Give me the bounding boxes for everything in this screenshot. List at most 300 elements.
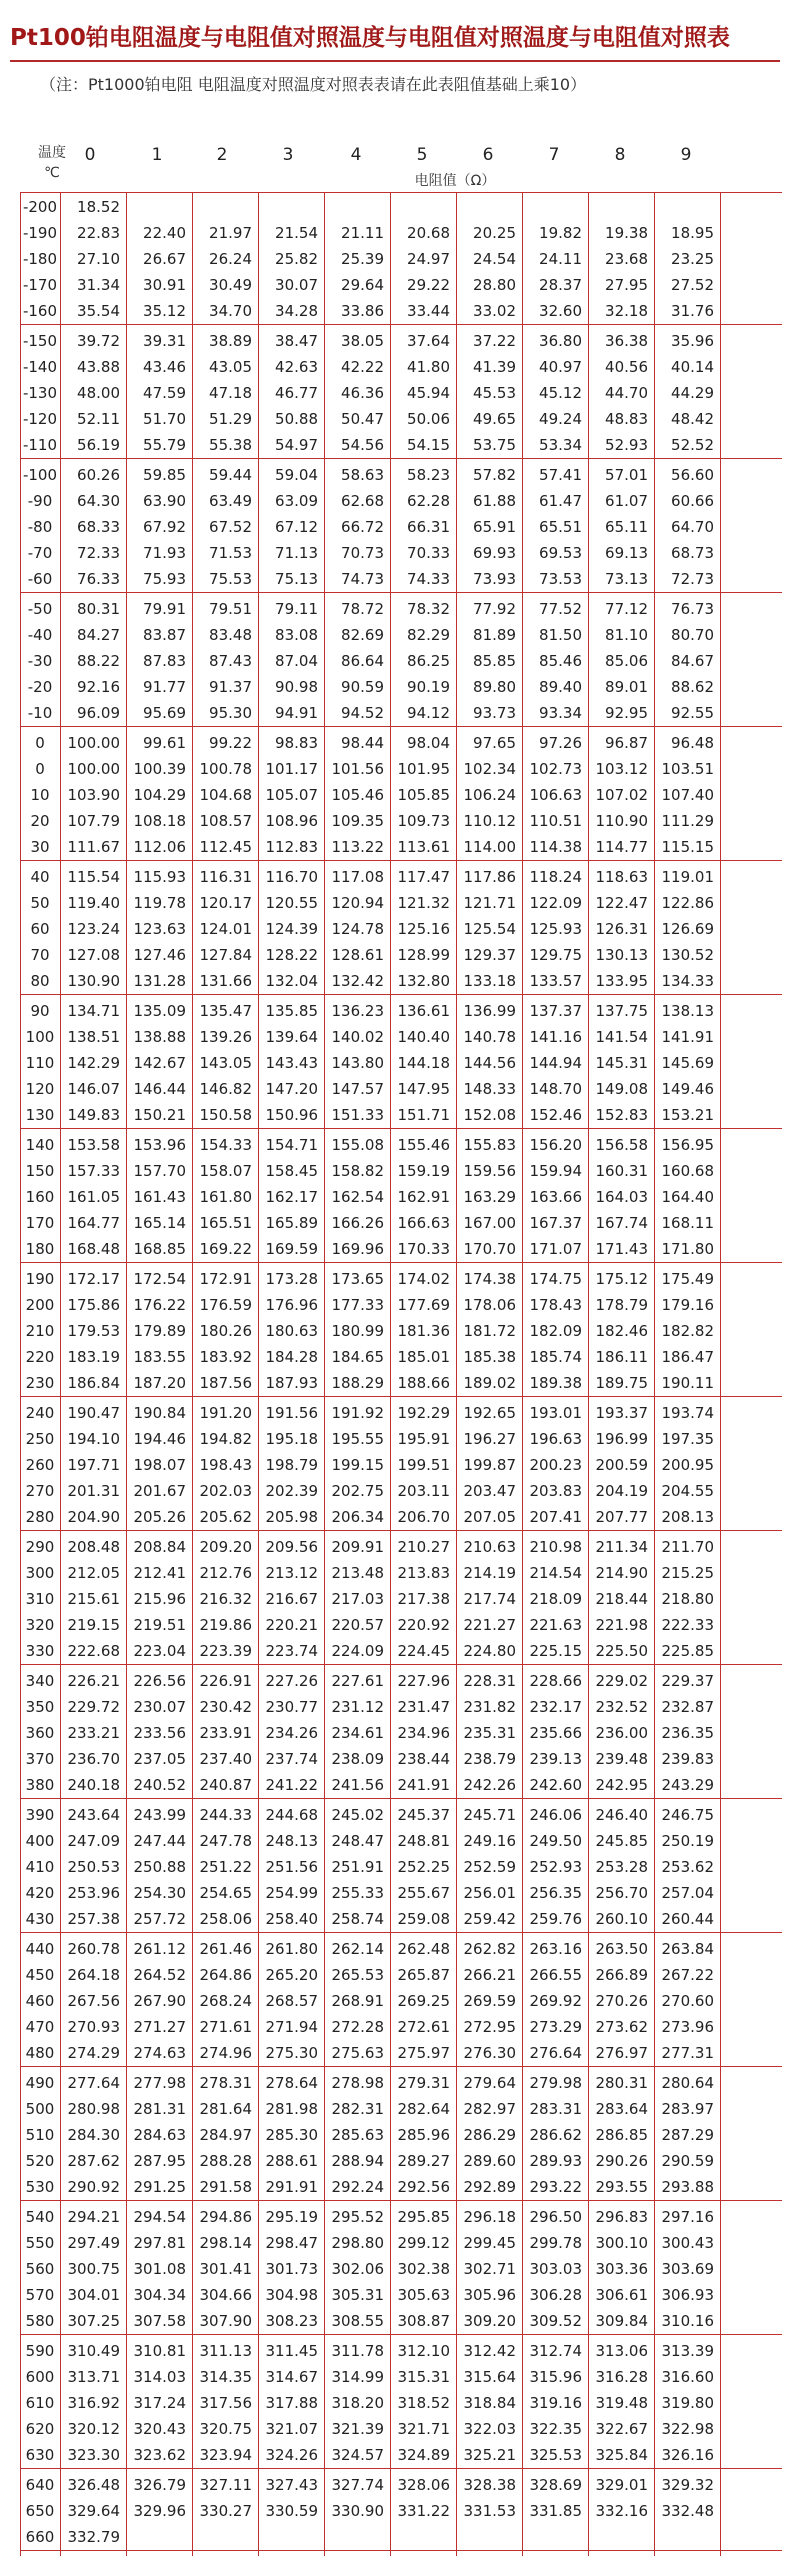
resistance-cell: 211.34 <box>595 1538 648 1556</box>
resistance-cell: 318.52 <box>397 2394 450 2412</box>
resistance-cell: 140.40 <box>397 1028 450 1046</box>
resistance-cell: 301.08 <box>133 2260 186 2278</box>
resistance-cell: 68.73 <box>671 544 714 562</box>
resistance-cell: 118.63 <box>595 868 648 886</box>
resistance-cell: 172.54 <box>133 1270 186 1288</box>
resistance-cell: 88.62 <box>671 678 714 696</box>
resistance-cell: 37.22 <box>473 332 516 350</box>
temperature-cell: 330 <box>25 1642 55 1660</box>
resistance-cell: 319.80 <box>661 2394 714 2412</box>
resistance-cell: 326.16 <box>661 2446 714 2464</box>
resistance-cell: 273.96 <box>661 2018 714 2036</box>
resistance-cell: 206.70 <box>397 1508 450 1526</box>
resistance-cell: 100.78 <box>199 760 252 778</box>
temperature-cell: 650 <box>25 2502 55 2520</box>
resistance-cell: 149.83 <box>67 1106 120 1124</box>
temperature-cell: 340 <box>25 1672 55 1690</box>
resistance-cell: 250.53 <box>67 1858 120 1876</box>
resistance-cell: 144.18 <box>397 1054 450 1072</box>
resistance-cell: 201.31 <box>67 1482 120 1500</box>
resistance-cell: 73.93 <box>473 570 516 588</box>
resistance-cell: 150.21 <box>133 1106 186 1124</box>
resistance-cell: 229.72 <box>67 1698 120 1716</box>
resistance-cell: 284.30 <box>67 2126 120 2144</box>
resistance-cell: 261.12 <box>133 1940 186 1958</box>
resistance-cell: 315.96 <box>529 2368 582 2386</box>
resistance-cell: 144.56 <box>463 1054 516 1072</box>
resistance-cell: 214.90 <box>595 1564 648 1582</box>
resistance-cell: 235.66 <box>529 1724 582 1742</box>
resistance-cell: 61.47 <box>539 492 582 510</box>
table-group-divider <box>20 1396 782 1397</box>
resistance-cell: 28.80 <box>473 276 516 294</box>
temperature-cell: 210 <box>25 1322 55 1340</box>
resistance-cell: 224.45 <box>397 1642 450 1660</box>
resistance-cell: 123.24 <box>67 920 120 938</box>
resistance-cell: 231.47 <box>397 1698 450 1716</box>
resistance-cell: 120.17 <box>199 894 252 912</box>
resistance-cell: 173.28 <box>265 1270 318 1288</box>
resistance-cell: 43.05 <box>209 358 252 376</box>
resistance-cell: 156.95 <box>661 1136 714 1154</box>
resistance-cell: 286.85 <box>595 2126 648 2144</box>
resistance-cell <box>258 2524 318 2550</box>
resistance-cell: 251.56 <box>265 1858 318 1876</box>
resistance-cell: 74.73 <box>341 570 384 588</box>
temperature-cell: -50 <box>27 600 53 618</box>
temperature-cell: 310 <box>25 1590 55 1608</box>
resistance-cell: 137.75 <box>595 1002 648 1020</box>
resistance-cell: 185.74 <box>529 1348 582 1366</box>
resistance-cell: 156.58 <box>595 1136 648 1154</box>
resistance-cell: 227.61 <box>331 1672 384 1690</box>
resistance-cell: 155.83 <box>463 1136 516 1154</box>
resistance-cell: 161.80 <box>199 1188 252 1206</box>
resistance-cell: 73.53 <box>539 570 582 588</box>
resistance-cell: 51.70 <box>143 410 186 428</box>
resistance-cell: 301.73 <box>265 2260 318 2278</box>
resistance-cell: 314.35 <box>199 2368 252 2386</box>
resistance-cell: 20.25 <box>473 224 516 242</box>
resistance-cell: 64.70 <box>671 518 714 536</box>
temperature-cell: -70 <box>27 544 53 562</box>
resistance-cell: 190.84 <box>133 1404 186 1422</box>
temperature-cell: 600 <box>25 2368 55 2386</box>
resistance-cell: 295.19 <box>265 2208 318 2226</box>
temperature-cell: 40 <box>30 868 50 886</box>
resistance-cell: 189.38 <box>529 1374 582 1392</box>
resistance-cell: 309.20 <box>463 2312 516 2330</box>
column-header: 6 <box>482 145 494 165</box>
resistance-cell: 98.04 <box>407 734 450 752</box>
resistance-cell: 292.89 <box>463 2178 516 2196</box>
resistance-cell: 128.99 <box>397 946 450 964</box>
resistance-cell: 174.38 <box>463 1270 516 1288</box>
resistance-cell: 143.80 <box>331 1054 384 1072</box>
resistance-cell: 125.54 <box>463 920 516 938</box>
resistance-cell: 131.28 <box>133 972 186 990</box>
resistance-cell: 193.74 <box>661 1404 714 1422</box>
resistance-cell: 82.29 <box>407 626 450 644</box>
resistance-cell: 132.42 <box>331 972 384 990</box>
temperature-cell: -10 <box>27 704 53 722</box>
resistance-cell: 175.86 <box>67 1296 120 1314</box>
resistance-cell: 241.91 <box>397 1776 450 1794</box>
resistance-cell: 130.52 <box>661 946 714 964</box>
resistance-cell: 319.48 <box>595 2394 648 2412</box>
resistance-cell: 168.11 <box>661 1214 714 1232</box>
resistance-cell: 231.12 <box>331 1698 384 1716</box>
resistance-cell: 125.93 <box>529 920 582 938</box>
resistance-cell: 300.75 <box>67 2260 120 2278</box>
resistance-cell: 107.02 <box>595 786 648 804</box>
resistance-cell: 244.68 <box>265 1806 318 1824</box>
resistance-cell: 75.13 <box>275 570 318 588</box>
resistance-cell: 323.94 <box>199 2446 252 2464</box>
resistance-cell: 65.91 <box>473 518 516 536</box>
resistance-cell: 58.63 <box>341 466 384 484</box>
resistance-cell: 269.59 <box>463 1992 516 2010</box>
temperature-cell: 520 <box>25 2152 55 2170</box>
resistance-cell: 24.97 <box>407 250 450 268</box>
resistance-cell: 50.47 <box>341 410 384 428</box>
resistance-cell: 302.71 <box>463 2260 516 2278</box>
resistance-cell: 78.72 <box>341 600 384 618</box>
temperature-cell: 320 <box>25 1616 55 1634</box>
resistance-cell: 70.33 <box>407 544 450 562</box>
resistance-cell: 297.16 <box>661 2208 714 2226</box>
resistance-cell: 199.51 <box>397 1456 450 1474</box>
resistance-cell: 92.55 <box>671 704 714 722</box>
resistance-cell: 127.84 <box>199 946 252 964</box>
resistance-cell: 315.31 <box>397 2368 450 2386</box>
resistance-cell: 259.76 <box>529 1910 582 1928</box>
resistance-cell: 210.27 <box>397 1538 450 1556</box>
resistance-cell: 265.20 <box>265 1966 318 1984</box>
resistance-cell: 25.39 <box>341 250 384 268</box>
temperature-cell: 610 <box>25 2394 55 2412</box>
resistance-cell: 119.78 <box>133 894 186 912</box>
resistance-cell: 191.56 <box>265 1404 318 1422</box>
resistance-cell: 234.96 <box>397 1724 450 1742</box>
resistance-cell: 128.22 <box>265 946 318 964</box>
resistance-cell: 155.08 <box>331 1136 384 1154</box>
resistance-cell <box>522 2524 582 2550</box>
resistance-cell: 318.84 <box>463 2394 516 2412</box>
resistance-cell: 121.32 <box>397 894 450 912</box>
resistance-cell: 106.24 <box>463 786 516 804</box>
table-group-divider <box>20 592 782 593</box>
resistance-cell: 175.49 <box>661 1270 714 1288</box>
resistance-cell: 239.83 <box>661 1750 714 1768</box>
resistance-cell: 171.07 <box>529 1240 582 1258</box>
resistance-cell: 192.65 <box>463 1404 516 1422</box>
resistance-cell: 250.88 <box>133 1858 186 1876</box>
resistance-cell: 230.77 <box>265 1698 318 1716</box>
resistance-cell: 189.75 <box>595 1374 648 1392</box>
resistance-cell: 265.53 <box>331 1966 384 1984</box>
resistance-cell: 117.86 <box>463 868 516 886</box>
resistance-cell: 260.10 <box>595 1910 648 1928</box>
resistance-cell: 120.94 <box>331 894 384 912</box>
resistance-cell: 160.68 <box>661 1162 714 1180</box>
resistance-cell: 243.64 <box>67 1806 120 1824</box>
resistance-cell: 105.85 <box>397 786 450 804</box>
resistance-cell: 54.97 <box>275 436 318 454</box>
resistance-cell: 67.52 <box>209 518 252 536</box>
resistance-cell: 329.01 <box>595 2476 648 2494</box>
resistance-cell: 158.82 <box>331 1162 384 1180</box>
resistance-cell <box>258 194 318 220</box>
resistance-cell: 261.80 <box>265 1940 318 1958</box>
resistance-cell: 135.85 <box>265 1002 318 1020</box>
resistance-cell: 99.22 <box>209 734 252 752</box>
resistance-cell: 99.61 <box>143 734 186 752</box>
resistance-cell: 324.57 <box>331 2446 384 2464</box>
resistance-cell: 19.82 <box>539 224 582 242</box>
resistance-cell: 128.61 <box>331 946 384 964</box>
resistance-cell: 213.48 <box>331 1564 384 1582</box>
resistance-cell: 322.67 <box>595 2420 648 2438</box>
resistance-cell: 207.77 <box>595 1508 648 1526</box>
resistance-cell: 287.95 <box>133 2152 186 2170</box>
resistance-cell: 61.07 <box>605 492 648 510</box>
temperature-cell: 240 <box>25 1404 55 1422</box>
resistance-cell: 154.33 <box>199 1136 252 1154</box>
resistance-cell: 283.97 <box>661 2100 714 2118</box>
resistance-cell: 263.50 <box>595 1940 648 1958</box>
resistance-cell: 247.44 <box>133 1832 186 1850</box>
resistance-cell: 59.04 <box>275 466 318 484</box>
resistance-cell: 105.46 <box>331 786 384 804</box>
resistance-cell: 115.15 <box>661 838 714 856</box>
resistance-cell: 279.98 <box>529 2074 582 2092</box>
resistance-cell: 34.70 <box>209 302 252 320</box>
temperature-cell: 560 <box>25 2260 55 2278</box>
resistance-cell: 74.33 <box>407 570 450 588</box>
resistance-cell: 270.93 <box>67 2018 120 2036</box>
table-group-divider <box>20 2468 782 2469</box>
resistance-cell: 264.86 <box>199 1966 252 1984</box>
pt1000-note: （注：Pt1000铂电阻 电阻温度对照温度对照表表请在此表阻值基础上乘10） <box>40 75 587 94</box>
resistance-cell: 220.92 <box>397 1616 450 1634</box>
temperature-cell: 630 <box>25 2446 55 2464</box>
resistance-cell: 52.11 <box>77 410 120 428</box>
resistance-cell: 147.20 <box>265 1080 318 1098</box>
resistance-cell: 232.87 <box>661 1698 714 1716</box>
resistance-cell: 284.63 <box>133 2126 186 2144</box>
resistance-cell: 267.56 <box>67 1992 120 2010</box>
resistance-cell <box>126 194 186 220</box>
resistance-cell: 262.48 <box>397 1940 450 1958</box>
resistance-cell: 238.09 <box>331 1750 384 1768</box>
resistance-cell: 277.31 <box>661 2044 714 2062</box>
resistance-cell: 218.44 <box>595 1590 648 1608</box>
resistance-cell: 214.54 <box>529 1564 582 1582</box>
resistance-cell: 163.66 <box>529 1188 582 1206</box>
table-group-divider <box>20 726 782 727</box>
resistance-cell: 18.95 <box>671 224 714 242</box>
resistance-cell: 188.66 <box>397 1374 450 1392</box>
resistance-cell: 161.05 <box>67 1188 120 1206</box>
resistance-cell: 136.61 <box>397 1002 450 1020</box>
temperature-cell: -110 <box>22 436 58 454</box>
resistance-cell: 240.52 <box>133 1776 186 1794</box>
resistance-cell: 153.21 <box>661 1106 714 1124</box>
resistance-cell: 58.23 <box>407 466 450 484</box>
resistance-cell: 193.01 <box>529 1404 582 1422</box>
resistance-cell: 33.86 <box>341 302 384 320</box>
resistance-cell: 146.07 <box>67 1080 120 1098</box>
resistance-cell: 199.15 <box>331 1456 384 1474</box>
resistance-cell: 230.07 <box>133 1698 186 1716</box>
resistance-cell: 115.93 <box>133 868 186 886</box>
temperature-cell: 270 <box>25 1482 55 1500</box>
resistance-cell: 297.49 <box>67 2234 120 2252</box>
resistance-cell: 158.07 <box>199 1162 252 1180</box>
resistance-cell: 46.77 <box>275 384 318 402</box>
resistance-cell: 259.42 <box>463 1910 516 1928</box>
resistance-cell: 302.38 <box>397 2260 450 2278</box>
resistance-cell: 160.31 <box>595 1162 648 1180</box>
resistance-cell: 280.31 <box>595 2074 648 2092</box>
resistance-cell: 324.89 <box>397 2446 450 2464</box>
resistance-cell: 328.38 <box>463 2476 516 2494</box>
resistance-cell: 157.70 <box>133 1162 186 1180</box>
resistance-cell: 147.57 <box>331 1080 384 1098</box>
table-group-divider <box>20 192 782 193</box>
resistance-cell: 237.74 <box>265 1750 318 1768</box>
resistance-cell: 146.44 <box>133 1080 186 1098</box>
resistance-cell: 92.16 <box>77 678 120 696</box>
resistance-cell: 331.85 <box>529 2502 582 2520</box>
resistance-cell: 164.77 <box>67 1214 120 1232</box>
page-title: Pt100铂电阻温度与电阻值对照温度与电阻值对照温度与电阻值对照表 <box>10 25 730 51</box>
resistance-cell: 152.46 <box>529 1106 582 1124</box>
resistance-cell: 259.08 <box>397 1910 450 1928</box>
resistance-cell: 245.71 <box>463 1806 516 1824</box>
resistance-cell: 103.12 <box>595 760 648 778</box>
resistance-cell: 88.22 <box>77 652 120 670</box>
temperature-cell: 500 <box>25 2100 55 2118</box>
temperature-cell: 120 <box>25 1080 55 1098</box>
resistance-cell: 278.31 <box>199 2074 252 2092</box>
resistance-cell: 84.67 <box>671 652 714 670</box>
resistance-cell: 217.38 <box>397 1590 450 1608</box>
resistance-cell: 115.54 <box>67 868 120 886</box>
resistance-cell: 181.36 <box>397 1322 450 1340</box>
table-group-divider <box>20 2066 782 2067</box>
resistance-cell: 70.73 <box>341 544 384 562</box>
resistance-cell: 131.66 <box>199 972 252 990</box>
resistance-cell: 194.10 <box>67 1430 120 1448</box>
resistance-cell: 294.86 <box>199 2208 252 2226</box>
resistance-cell: 31.34 <box>77 276 120 294</box>
resistance-cell: 272.95 <box>463 2018 516 2036</box>
resistance-cell: 238.79 <box>463 1750 516 1768</box>
resistance-cell: 207.41 <box>529 1508 582 1526</box>
resistance-cell: 190.11 <box>661 1374 714 1392</box>
resistance-cell: 44.70 <box>605 384 648 402</box>
resistance-cell: 280.64 <box>661 2074 714 2092</box>
resistance-cell: 66.31 <box>407 518 450 536</box>
resistance-cell: 233.56 <box>133 1724 186 1742</box>
resistance-cell: 113.22 <box>331 838 384 856</box>
table-group-divider <box>20 1932 782 1933</box>
resistance-cell: 138.88 <box>133 1028 186 1046</box>
resistance-cell: 285.63 <box>331 2126 384 2144</box>
resistance-cell: 215.25 <box>661 1564 714 1582</box>
resistance-cell: 158.45 <box>265 1162 318 1180</box>
resistance-cell: 198.79 <box>265 1456 318 1474</box>
resistance-cell: 32.18 <box>605 302 648 320</box>
resistance-cell: 169.59 <box>265 1240 318 1258</box>
resistance-cell: 26.67 <box>143 250 186 268</box>
temperature-cell: 180 <box>25 1240 55 1258</box>
resistance-cell: 119.40 <box>67 894 120 912</box>
resistance-cell: 63.90 <box>143 492 186 510</box>
resistance-cell: 138.13 <box>661 1002 714 1020</box>
resistance-cell: 217.03 <box>331 1590 384 1608</box>
resistance-cell: 204.90 <box>67 1508 120 1526</box>
resistance-cell: 94.12 <box>407 704 450 722</box>
table-group-divider <box>20 1128 782 1129</box>
temperature-cell: -200 <box>22 198 58 216</box>
resistance-cell: 45.53 <box>473 384 516 402</box>
resistance-cell: 85.06 <box>605 652 648 670</box>
resistance-cell: 307.58 <box>133 2312 186 2330</box>
resistance-cell: 305.63 <box>397 2286 450 2304</box>
resistance-cell: 147.95 <box>397 1080 450 1098</box>
resistance-cell: 69.53 <box>539 544 582 562</box>
table-group-divider <box>20 860 782 861</box>
resistance-cell: 67.92 <box>143 518 186 536</box>
resistance-cell: 245.02 <box>331 1806 384 1824</box>
resistance-cell: 184.28 <box>265 1348 318 1366</box>
resistance-cell: 222.68 <box>67 1642 120 1660</box>
resistance-cell: 30.07 <box>275 276 318 294</box>
resistance-cell: 210.63 <box>463 1538 516 1556</box>
resistance-cell: 205.62 <box>199 1508 252 1526</box>
resistance-cell: 21.54 <box>275 224 318 242</box>
resistance-cell: 107.40 <box>661 786 714 804</box>
resistance-cell: 228.31 <box>463 1672 516 1690</box>
temperature-cell: 300 <box>25 1564 55 1582</box>
temperature-cell: 80 <box>30 972 50 990</box>
resistance-cell: 179.16 <box>661 1296 714 1314</box>
resistance-cell <box>192 2524 252 2550</box>
resistance-cell: 330.90 <box>331 2502 384 2520</box>
temperature-cell: 190 <box>25 1270 55 1288</box>
resistance-cell: 234.61 <box>331 1724 384 1742</box>
resistance-cell: 197.71 <box>67 1456 120 1474</box>
temp-unit-label: ℃ <box>44 165 60 181</box>
resistance-cell: 225.50 <box>595 1642 648 1660</box>
resistance-cell: 219.15 <box>67 1616 120 1634</box>
resistance-cell: 282.31 <box>331 2100 384 2118</box>
resistance-cell: 227.26 <box>265 1672 318 1690</box>
resistance-cell: 38.89 <box>209 332 252 350</box>
resistance-cell: 86.64 <box>341 652 384 670</box>
resistance-cell <box>324 194 384 220</box>
resistance-cell: 199.87 <box>463 1456 516 1474</box>
temperature-cell: 280 <box>25 1508 55 1526</box>
resistance-cell: 314.03 <box>133 2368 186 2386</box>
resistance-cell: 75.53 <box>209 570 252 588</box>
temperature-cell: 130 <box>25 1106 55 1124</box>
resistance-cell: 24.54 <box>473 250 516 268</box>
resistance-cell: 55.38 <box>209 436 252 454</box>
